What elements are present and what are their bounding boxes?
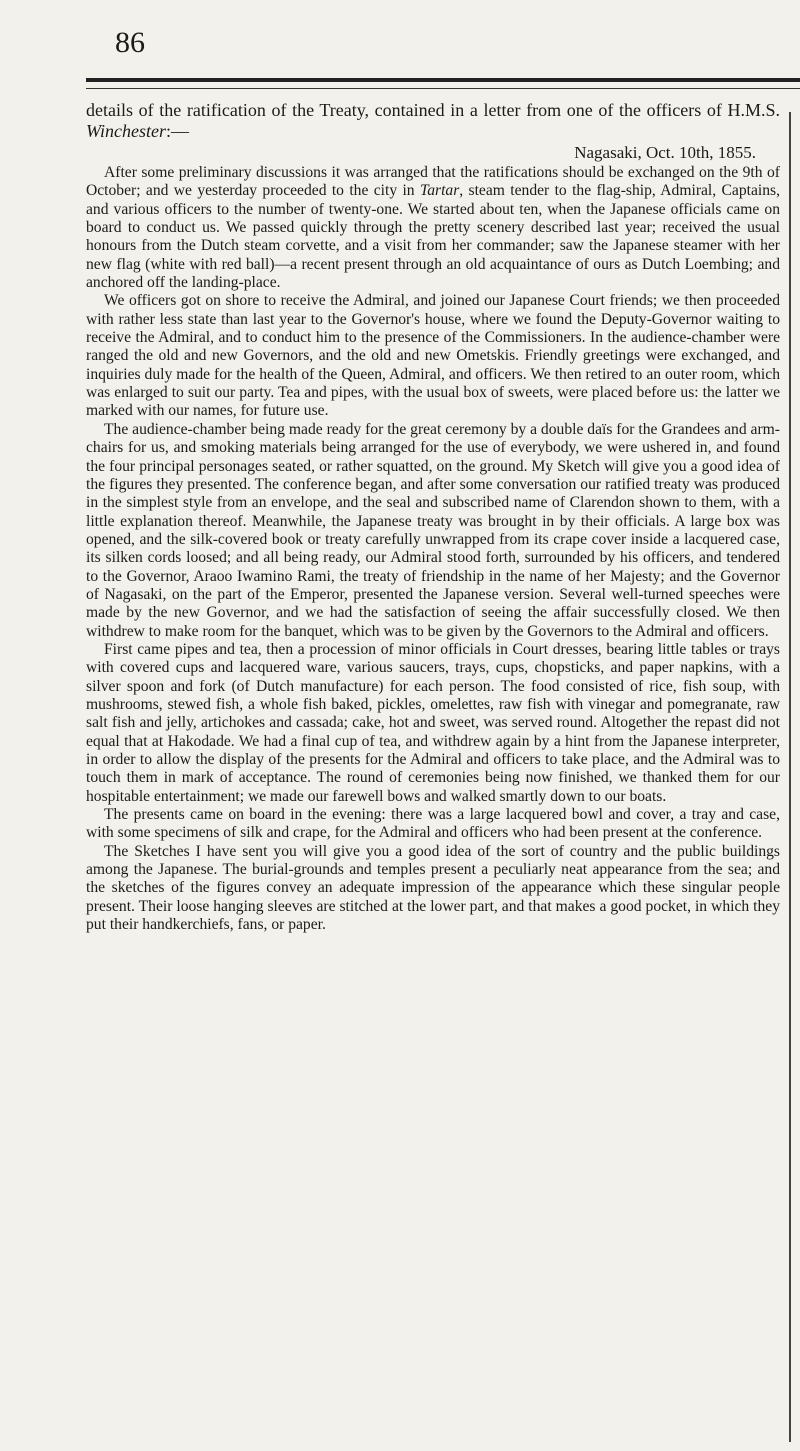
column-rule [789, 112, 791, 1442]
paragraph-6: The Sketches I have sent you will give you a good idea of the sort of country and the public buildings among the Japanese. The burial-grounds and temples present a peculiarly neat appearance from the sea; and the sketches of the figures convey an adequate impression of the appearance which these singular people present. Their loose hanging sleeves are stitched at the lower part, and that makes a good pocket, in which they put their handkerchiefs, fans, or paper. [86, 842, 780, 934]
paragraph-1-text-b: , steam tender to the flag-ship, Admiral, Captains, and various officers to the number of twenty-one. We started about ten, when the Japanese officials came on board to conduct us. We passed quickly through the pretty scenery described last year; received the usual honours from the Dutch steam corvette, and a visit from her commander; saw the Japanese steamer with her new flag (white with red ball)—a recent present through an old acquaintance of ours as Dutch Loembing; and anchored off the landing-place. [86, 182, 780, 292]
intro-paragraph [86, 100, 780, 142]
paragraph-2: We officers got on shore to receive the Admiral, and joined our Japanese Court friends; we then proceeded with rather less state than last year to the Governor's house, where we found the Deputy-Governor waiting to receive the Admiral, and to conduct him to the presence of the Commissioners. In the audience-chamber were ranged the old and new Governors, and the old and new Ometskis. Friendly greetings were exchanged, and inquiries duly made for the health of the Queen, Admiral, and officers. We then retired to an outer room, which was enlarged to suit our party. Tea and pipes, with the usual box of sweets, were placed before us: the latter we marked with our names, for future use. [86, 292, 780, 420]
paragraph-1 [86, 164, 780, 292]
paragraph-4: First came pipes and tea, then a procession of minor officials in Court dresses, bearing little tables or trays with covered cups and lacquered ware, various saucers, trays, cups, chopsticks, and paper napkins, with a silver spoon and fork (of Dutch manufacture) for each person. The food consisted of rice, fish soup, with mushrooms, stewed fish, a whole fish baked, pickles, omelettes, raw fish with vinegar and pomegranate, raw salt fish and jelly, artichokes and cassada; cake, hot and sweet, was served round. Altogether the repast did not equal that at Hakodade. We had a final cup of tea, and withdrew again by a hint from the Japanese interpreter, in order to allow the display of the presents for the Admiral and officers to take place, and the Admiral was to touch them in mark of acceptance. The round of ceremonies being now finished, we thanked them for our hospitable entertainment; we made our farewell bows and walked smartly down to our boats. [86, 640, 780, 805]
paragraph-1-text-a: After some preliminary discussions it was arranged that the ratifications should be exchanged on the 9th of October; and we yesterday proceeded to the city in [86, 164, 780, 200]
article-body [86, 100, 780, 934]
paragraph-5: The presents came on board in the evening: there was a large lacquered bowl and cover, a tray and case, with some specimens of silk and crape, for the Admiral and officers who had been present at the conference. [86, 806, 780, 842]
paragraph-3: The audience-chamber being made ready for the great ceremony by a double daïs for the Grandees and arm-chairs for us, and smoking materials being arranged for the use of everybody, we were ushered in, and found the four principal personages seated, or rather squatted, on the ground. My Sketch will give you a good idea of the figures they presented. The conference began, and after some conversation our ratified treaty was produced in the simplest style from an envelope, and the seal and subscribed name of Clarendon shown to them, with a little explanation thereof. Meanwhile, the Japanese treaty was brought in by their officials. A large box was opened, and the silk-covered book or treaty carefully unwrapped from its crape cover inside a lacquered case, its silken cords loosed; and all being ready, our Admiral stood forth, surrounded by his officers, and tendered to the Governor, Araoo Iwamino Rami, the treaty of friendship in the name of her Majesty; and the Governor of Nagasaki, on the part of the Emperor, presented the Japanese version. Several well-turned speeches were made by the new Governor, and we had the satisfaction of seeing the affair successfully closed. We then withdrew to make room for the banquet, which was to be given by the Governors to the Admiral and officers. [86, 420, 780, 640]
intro-text: details of the ratification of the Treaty, contained in a letter from one of the officers of H.M.S. [86, 100, 780, 120]
header-rule-thin [86, 88, 800, 89]
dateline: Nagasaki, Oct. 10th, 1855. [574, 143, 756, 162]
page-number: 86 [115, 26, 145, 59]
ship-name: Winchester [86, 121, 166, 141]
tender-name: Tartar [419, 182, 460, 200]
header-rule-thick [86, 78, 800, 82]
intro-tail: :— [165, 121, 189, 141]
